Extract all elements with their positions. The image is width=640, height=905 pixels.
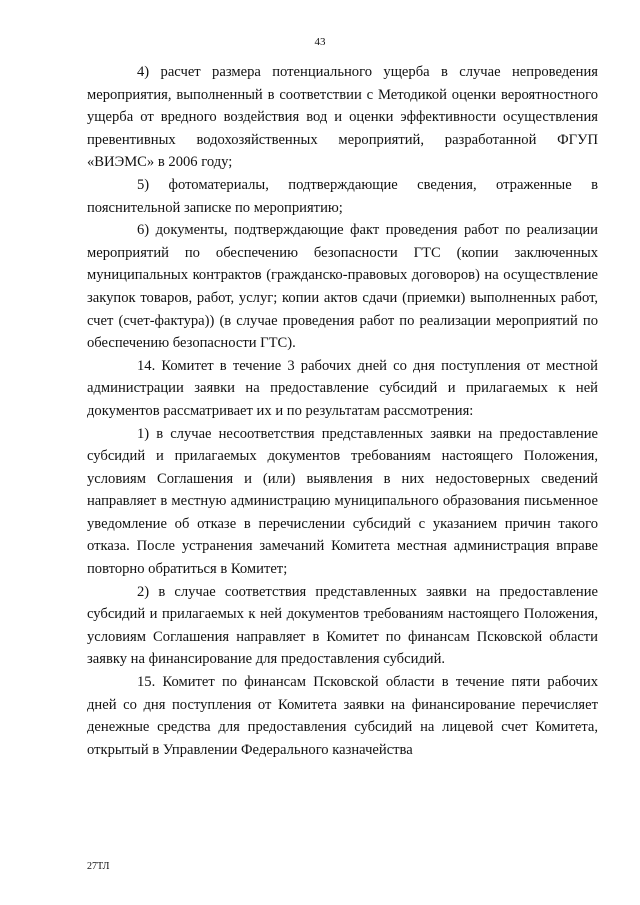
paragraph-subitem-2: 2) в случае соответствия представленных заявки на предоставление субсидий и прилагаемых к ней документов требованиям настоящего Положения, условиям Соглашения направляет в Комитет по финансам Псковской области заявку на финансирование для предоставления субсидий. [87,583,598,668]
page-number: 43 [314,36,326,48]
paragraph-item-4: 4) расчет размера потенциального ущерба в случае непроведения мероприятия, выполненный в соответствии с Методикой оценки вероятностного ущерба от вредного воздействия вод и оценки эффективности осуществления превентивных водохозяйственных мероприятий, разработанной ФГУП «ВИЭМС» в 2006 году; [87,64,598,171]
paragraph-item-6: 6) документы, подтверждающие факт проведения работ по реализации мероприятий по обеспечению безопасности ГТС (копии заключенных муниципальных контрактов (гражданско-правовых договоров) на осуществление закупок товаров, работ, услуг; копии актов сдачи (приемки) выполненных работ, счет (счет-фактура)) (в случае проведения работ по реализации мероприятий по обеспечению безопасности ГТС). [87,222,598,352]
footer-code: 27ТЛ [87,861,110,872]
document-body [87,61,598,761]
paragraph-subitem-1: 1) в случае несоответствия представленных заявки на предоставление субсидий и прилагаемых документов требованиям настоящего Положения, условиям Соглашения и (или) выявления в них недостоверных сведений направляет в местную администрацию муниципального образования письменное уведомление об отказе в перечислении субсидий с указанием причин такого отказа. После устранения замечаний Комитета местная администрация вправе повторно обратиться в Комитет; [87,425,598,578]
paragraph-item-5: 5) фотоматериалы, подтверждающие сведения, отраженные в пояснительной записке по мероприятию; [87,176,598,216]
paragraph-clause-14: 14. Комитет в течение 3 рабочих дней со дня поступления от местной администрации заявки на предоставление субсидий и прилагаемых к ней документов рассматривает их и по результатам рассмотрения: [87,357,598,419]
paragraph-clause-15: 15. Комитет по финансам Псковской области в течение пяти рабочих дней со дня поступления от Комитета заявки на финансирование перечисляет денежные средства для предоставления субсидий на лицевой счет Комитета, открытый в Управлении Федерального казначейства [87,674,598,758]
